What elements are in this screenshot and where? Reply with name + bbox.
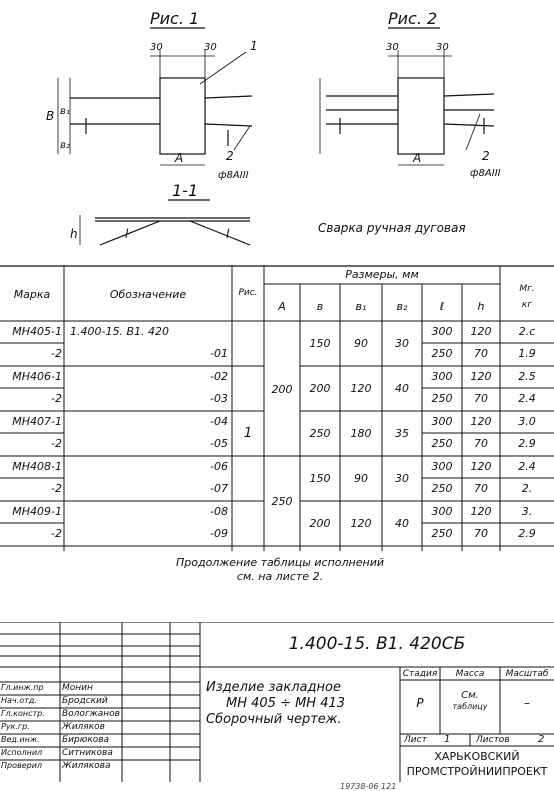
- item-title-2: МН 405 ÷ МН 413: [226, 696, 346, 711]
- merged-B: 250: [309, 427, 331, 440]
- merged-b2: 30: [395, 337, 409, 350]
- org-name-1: ХАРЬКОВСКИЙ: [434, 750, 520, 763]
- row-mass: 3.0: [518, 415, 536, 428]
- row-mass: 2.4: [518, 392, 536, 405]
- fig2-dim-30-left: 30: [386, 42, 399, 53]
- row-designation: -06: [210, 460, 228, 473]
- staff-name: Жиляков: [62, 722, 105, 732]
- row-h: 120: [470, 460, 492, 473]
- row-marka: -2: [51, 347, 62, 360]
- section-label-h: h: [70, 227, 78, 241]
- merged-A-250: 250: [271, 495, 293, 508]
- row-mass: 2.c: [518, 325, 536, 338]
- scale-header: Масштаб: [505, 669, 549, 679]
- sheets-label: Листов: [476, 735, 510, 745]
- merged-b2: 30: [395, 472, 409, 485]
- hdr-fig: Рис.: [238, 288, 258, 298]
- merged-b1: 90: [354, 472, 368, 485]
- fig1-dim-30-right: 30: [204, 42, 217, 53]
- fig2-dim-30-right: 30: [436, 42, 449, 53]
- doc-code: 1.400-15. В1. 420СБ: [288, 634, 466, 654]
- merged-B: 150: [309, 472, 331, 485]
- weld-note: Сварка ручная дуговая: [318, 221, 466, 235]
- staff-role: Вед.инж.: [1, 735, 40, 744]
- row-h: 120: [470, 370, 492, 383]
- row-designation: -02: [210, 370, 228, 383]
- row-l: 300: [431, 505, 453, 518]
- row-h: 70: [474, 527, 488, 540]
- fig1-label-1: 1: [250, 39, 258, 53]
- row-mass: 1.9: [518, 347, 536, 360]
- fig1-plate: [160, 78, 205, 154]
- staff-role: Нач.отд.: [1, 696, 37, 705]
- fig2-plate: [398, 78, 444, 154]
- staff-name: Жилякова: [62, 761, 111, 771]
- fig1-label-b2: в₂: [60, 140, 70, 151]
- footer-code: 19738-06 121: [340, 782, 397, 791]
- row-l: 300: [431, 415, 453, 428]
- fig1-title: Рис. 1: [150, 9, 200, 28]
- row-mass: 2.9: [518, 527, 536, 540]
- scale-value: –: [524, 696, 530, 710]
- staff-name: Бродский: [62, 696, 108, 706]
- merged-A-200: 200: [271, 383, 293, 396]
- row-h: 70: [474, 482, 488, 495]
- stage-header: Стадия: [402, 669, 438, 679]
- row-l: 250: [431, 527, 453, 540]
- row-mass: 2.: [521, 482, 533, 495]
- row-l: 250: [431, 392, 453, 405]
- row-designation: -08: [210, 505, 228, 518]
- hdr-col-A: А: [278, 300, 286, 313]
- mass-header: Масса: [455, 669, 485, 679]
- row-l: 300: [431, 325, 453, 338]
- row-marka: -2: [51, 527, 62, 540]
- staff-role: Гл.инж.пр: [1, 683, 44, 692]
- row-designation: -09: [210, 527, 228, 540]
- section-title: 1-1: [172, 181, 199, 200]
- row-marka: -2: [51, 392, 62, 405]
- mass-value-2: таблицу: [452, 702, 488, 711]
- hdr-col-B: в: [316, 300, 324, 313]
- row-h: 70: [474, 437, 488, 450]
- section-label-l: l: [125, 227, 129, 241]
- row-designation: -03: [210, 392, 228, 405]
- row-designation: 1.400-15. В1. 420: [70, 325, 169, 338]
- row-marka: МН406-1: [12, 370, 62, 383]
- org-name-2: ПРОМСТРОЙНИИПРОЕКТ: [406, 765, 548, 778]
- hdr-mass: Мг.: [519, 284, 535, 294]
- sheet-label: Лист: [404, 735, 427, 745]
- row-h: 120: [470, 505, 492, 518]
- hdr-col-b2: в₂: [396, 300, 408, 313]
- fig2-title: Рис. 2: [388, 9, 438, 28]
- mass-value-1: См.: [461, 690, 479, 701]
- merged-b2: 40: [395, 382, 409, 395]
- hdr-designation: Обозначение: [109, 288, 187, 301]
- row-mass: 2.4: [518, 460, 536, 473]
- fig1-label-B: В: [46, 109, 55, 123]
- merged-B: 150: [309, 337, 331, 350]
- hdr-mass-unit: кг: [521, 300, 533, 310]
- continuation-line-2: см. на листе 2.: [236, 570, 324, 583]
- merged-b1: 120: [350, 382, 372, 395]
- fig2-label-2: 2: [482, 149, 490, 163]
- row-h: 120: [470, 415, 492, 428]
- staff-name: Бирюкова: [62, 735, 110, 745]
- merged-b1: 180: [350, 427, 372, 440]
- fig1-dim-30-left: 30: [150, 42, 163, 53]
- hdr-col-b1: в₁: [355, 300, 367, 313]
- item-title-1: Изделие закладное: [206, 680, 341, 695]
- row-mass: 3.: [521, 505, 533, 518]
- fig1-rebar: ф8АIII: [218, 170, 249, 181]
- fig1-label-2: 2: [226, 149, 234, 163]
- merged-fig: 1: [243, 426, 253, 441]
- sheets-number: 2: [538, 734, 545, 745]
- row-designation: -01: [210, 347, 228, 360]
- row-designation: -04: [210, 415, 228, 428]
- row-mass: 2.9: [518, 437, 536, 450]
- hdr-marka: Марка: [13, 288, 51, 301]
- row-marka: МН409-1: [12, 505, 62, 518]
- sheet-number: 1: [444, 734, 451, 745]
- drawings-area: [0, 0, 554, 270]
- merged-b1: 120: [350, 517, 372, 530]
- staff-name: Ситникова: [62, 748, 113, 758]
- staff-name: Вологжанов: [62, 709, 120, 719]
- row-mass: 2.5: [518, 370, 536, 383]
- row-marka: МН407-1: [12, 415, 62, 428]
- fig2-rebar: ф8АIII: [470, 168, 501, 179]
- merged-b2: 35: [395, 427, 409, 440]
- row-l: 250: [431, 482, 453, 495]
- staff-role: Гл.констр.: [1, 709, 45, 718]
- hdr-col-h: h: [477, 300, 485, 313]
- fig2-label-A: А: [413, 151, 422, 165]
- staff-role: Исполнил: [1, 748, 43, 757]
- section-label-l2: l: [226, 227, 230, 241]
- item-title-3: Сборочный чертеж.: [206, 712, 342, 727]
- row-h: 70: [474, 392, 488, 405]
- merged-B: 200: [309, 382, 331, 395]
- row-marka: МН408-1: [12, 460, 62, 473]
- row-l: 250: [431, 347, 453, 360]
- merged-b1: 90: [354, 337, 368, 350]
- row-marka: МН405-1: [12, 325, 62, 338]
- row-l: 300: [431, 370, 453, 383]
- fig1-label-b1: в₁: [60, 106, 70, 117]
- row-h: 120: [470, 325, 492, 338]
- row-l: 250: [431, 437, 453, 450]
- row-marka: -2: [51, 437, 62, 450]
- row-designation: -05: [210, 437, 228, 450]
- hdr-col-l: ℓ: [439, 300, 445, 313]
- row-designation: -07: [210, 482, 228, 495]
- staff-name: Монин: [62, 683, 93, 693]
- stage-value: Р: [416, 696, 424, 710]
- row-h: 70: [474, 347, 488, 360]
- staff-role: Рук.гр.: [1, 722, 30, 731]
- row-marka: -2: [51, 482, 62, 495]
- hdr-sizes: Размеры, мм: [345, 268, 419, 281]
- row-l: 300: [431, 460, 453, 473]
- staff-role: Проверил: [1, 761, 43, 770]
- fig1-label-A: А: [175, 151, 184, 165]
- executions-table: [0, 266, 554, 583]
- merged-b2: 40: [395, 517, 409, 530]
- continuation-line-1: Продолжение таблицы исполнений: [175, 556, 384, 569]
- merged-B: 200: [309, 517, 331, 530]
